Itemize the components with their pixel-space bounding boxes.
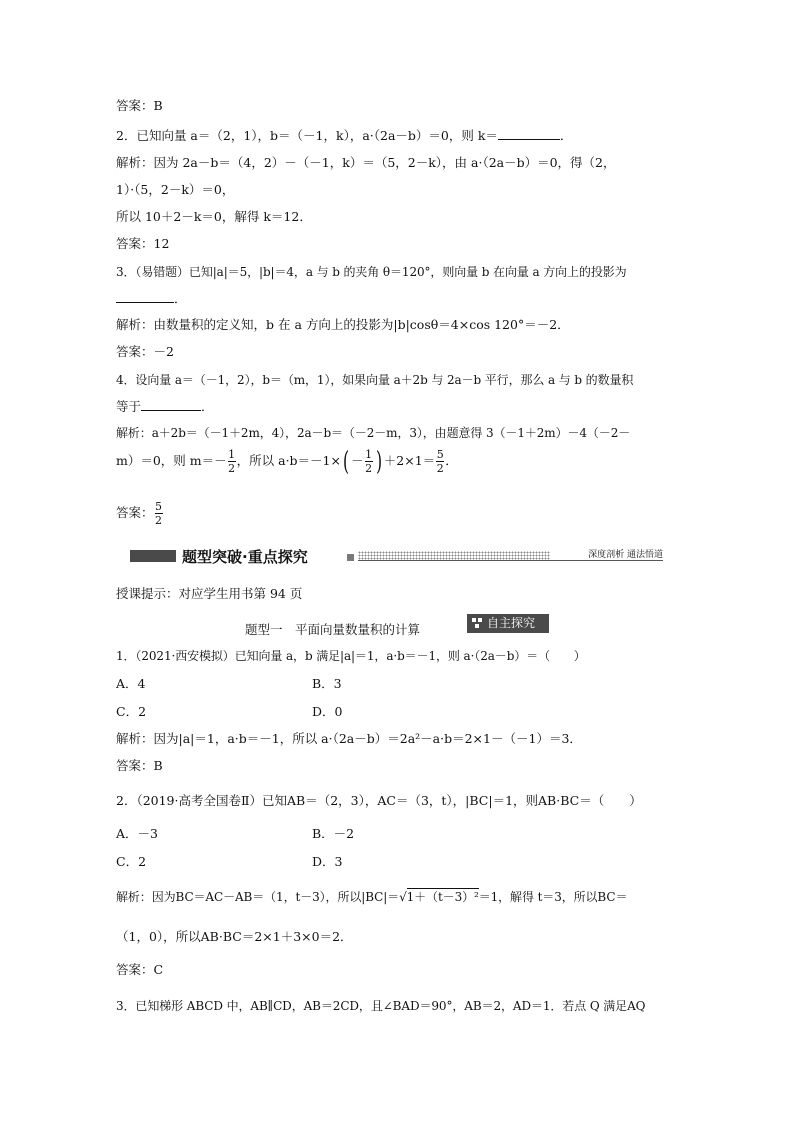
subheading: 题型一 平面向量数量积的计算 (245, 622, 421, 637)
self-explore-badge: 自主探究 (467, 614, 549, 633)
option-a: A．－3 (116, 826, 158, 841)
answer-line-1: 答案：B (116, 98, 163, 113)
puzzle-icon (472, 618, 483, 629)
fraction: $\frac{5}{2}$ (155, 500, 163, 527)
option-b: B．－2 (312, 826, 355, 841)
explanation-line: （1，0），所以AB·BC＝2×1＋3×0＝2． (116, 929, 353, 944)
section-tagline: 深度剖析 通法悟道 (588, 550, 663, 560)
answer-line-5: 答案：B (116, 758, 163, 773)
question-3-blank-line: ． (116, 290, 187, 307)
question-3-line: 3．（易错题）已知|a|＝5，|b|＝4，a 与 b 的夹角 θ＝120°，则向量 b 在向量 a 方向上的投影为 (116, 265, 627, 279)
question-2-text: 2．已知向量 a＝（2，1），b＝（－1，k），a·（2a－b）＝0，则 k＝ (116, 128, 498, 143)
question-4-line: 4．设向量 a＝（－1，2），b＝（m，1），如果向量 a＋2b 与 2a－b 平行，那么 a 与 b 的数量积 (116, 373, 634, 387)
question-3b-line: 3．已知梯形 ABCD 中，AB∥CD，AB＝2CD，且∠BAD＝90°，AB＝2，AD＝1．若点 Q 满足AQ (116, 999, 646, 1013)
section-divider (358, 560, 663, 561)
answer-line-4: 答案： $\frac{5}{2}$ (116, 500, 163, 527)
answer-blank[interactable] (116, 290, 174, 303)
explanation-formula-line: m）＝0，则 m＝－ $\frac{1}{2}$ ，所以 a·b＝－1×( － $\frac{1}{2}$ ) ＋2×1＝ $\frac{5}{2}$ ． (116, 446, 458, 477)
explanation-line: 解析：a＋2b＝（－1＋2m，4），2a－b＝（－2－m，3），由题意得 3（－1＋2m）－4（－2－ (116, 426, 631, 440)
question-2b-line: 2．（2019·高考全国卷Ⅱ）已知AB＝（2，3），AC＝（3，t），|BC|＝1，则AB·BC＝（ ） (116, 793, 642, 808)
option-b: B．3 (312, 676, 342, 691)
fraction: $\frac{1}{2}$ (365, 448, 373, 475)
answer-line-3: 答案：－2 (116, 344, 174, 359)
section-square (347, 554, 354, 561)
section-header (130, 546, 665, 568)
option-d: D．3 (312, 854, 343, 869)
explanation-line: 1）·（5，2－k）＝0， (116, 182, 235, 197)
option-a: A．4 (116, 676, 146, 691)
fraction: $\frac{5}{2}$ (436, 448, 444, 475)
section-title: 题型突破·重点探究 (182, 548, 308, 566)
sqrt-icon: √ (399, 890, 407, 904)
option-c: C．2 (116, 854, 147, 869)
explanation-line: 解析：因为 2a－b＝（4，2）－（－1，k）＝（5，2－k），由 a·（2a－b）＝0，得（2， (116, 155, 616, 170)
answer-blank[interactable] (141, 398, 201, 411)
answer-line-2: 答案：12 (116, 236, 170, 251)
question-1-line: 1．（2021·西安模拟）已知向量 a，b 满足|a|＝1，a·b＝－1，则 a·（2a－b）＝（ ） (116, 649, 586, 663)
teaching-note: 授课提示：对应学生用书第 94 页 (116, 586, 303, 601)
dotted-pattern (358, 551, 550, 560)
answer-line-6: 答案：C (116, 962, 164, 977)
explanation-line: 解析：由数量积的定义知，b 在 a 方向上的投影为|b|cosθ＝4×cos 120°＝－2． (116, 317, 570, 332)
explanation-line: 所以 10＋2－k＝0，解得 k＝12． (116, 209, 312, 224)
question-4-blank-line: 等于 ． (116, 399, 214, 414)
answer-blank[interactable] (498, 127, 560, 140)
explanation-line: 解析：因为|a|＝1，a·b＝－1，所以 a·（2a－b）＝2a²－a·b＝2×1－（－1）＝3． (116, 731, 582, 746)
explanation-sqrt-line: 解析：因为BC＝AC－AB＝（1，t－3），所以|BC|＝√1＋（t－3）²＝1，解得 t＝3，所以BC＝ (116, 890, 628, 904)
question-2-line: 2．已知向量 a＝（2，1），b＝（－1，k），a·（2a－b）＝0，则 k＝ ． (116, 128, 573, 143)
option-d: D．0 (312, 704, 343, 719)
option-c: C．2 (116, 704, 147, 719)
section-marker (130, 550, 176, 562)
fraction: $\frac{1}{2}$ (228, 448, 236, 475)
